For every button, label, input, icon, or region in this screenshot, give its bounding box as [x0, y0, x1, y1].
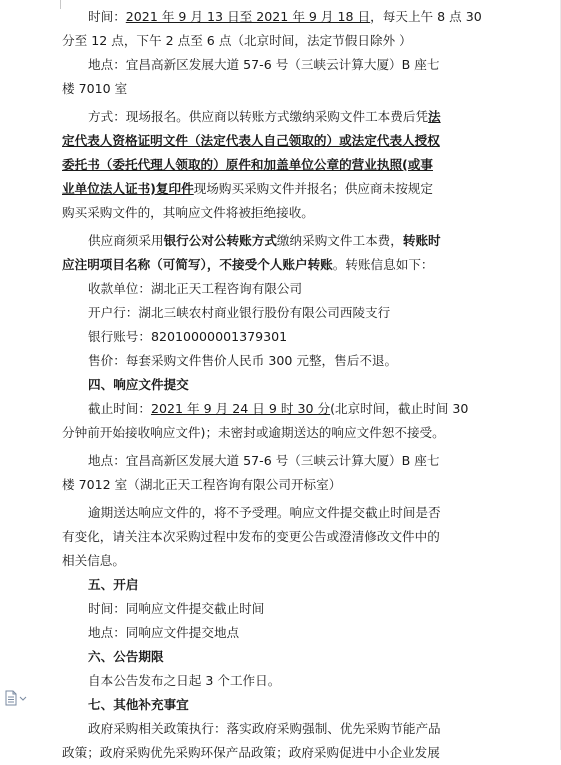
para-policy: 政府采购相关政策执行：落实政府采购强制、优先采购节能产品	[88, 721, 441, 736]
para-deadline: 截止时间：2021 年 9 月 24 日 9 时 30 分(北京时间，截止时间 30	[88, 401, 469, 416]
price: 售价：每套采购文件售价人民币 300 元整，售后不退。	[88, 353, 398, 368]
para-method-cont-2: 委托书（委托代理人领取的）原件和加盖单位公章的营业执照(或事	[62, 157, 433, 172]
payee: 收款单位：湖北正天工程咨询有限公司	[88, 281, 303, 296]
para-method: 方式：现场报名。供应商以转账方式缴纳采购文件工本费后凭法	[88, 109, 441, 124]
para-late-cont-2: 相关信息。	[62, 553, 125, 568]
document-body[interactable]	[62, 0, 514, 765]
para-transfer: 供应商须采用银行公对公转账方式缴纳采购文件工本费，转账时	[88, 233, 441, 248]
para-time-cont: 分至 12 点，下午 2 点至 6 点（北京时间，法定节假日除外 ）	[62, 33, 412, 48]
para-method-cont-4: 购买采购文件的，其响应文件将被拒绝接收。	[62, 205, 314, 220]
opening-time: 时间：同响应文件提交截止时间	[88, 601, 265, 616]
para-location: 地点：宜昌高新区发展大道 57-6 号（三峡云计算大厦）B 座七	[88, 57, 440, 72]
para-late-cont-1: 有变化，请关注本次采购过程中发布的变更公告或澄清修改文件中的	[62, 529, 440, 544]
announcement-period: 自本公告发布之日起 3 个工作日。	[88, 673, 281, 688]
document-icon[interactable]	[4, 690, 30, 706]
heading-opening: 五、开启	[88, 577, 139, 592]
para-transfer-cont: 应注明项目名称（可简写），不接受个人账户转账。转账信息如下：	[62, 257, 434, 272]
para-policy-cont: 政策；政府采购优先采购环保产品政策；政府采购促进中小企业发展	[62, 745, 440, 760]
para-submit-location: 地点：宜昌高新区发展大道 57-6 号（三峡云计算大厦）B 座七	[88, 453, 440, 468]
margin-mark	[50, 0, 61, 9]
heading-announcement-period: 六、公告期限	[88, 649, 164, 664]
heading-response-submission: 四、响应文件提交	[88, 377, 189, 392]
para-method-cont-1: 定代表人资格证明文件（法定代表人自己领取的）或法定代表人授权	[62, 133, 440, 148]
para-deadline-cont: 分钟前开始接收响应文件)；未密封或逾期送达的响应文件恕不接受。	[62, 425, 445, 440]
para-time: 时间：2021 年 9 月 13 日至 2021 年 9 月 18 日，每天上午 8 点 30	[88, 9, 482, 24]
bank: 开户行：湖北三峡农村商业银行股份有限公司西陵支行	[88, 305, 391, 320]
para-late: 逾期送达响应文件的，将不予受理。响应文件提交截止时间是否	[88, 505, 441, 520]
para-method-cont-3: 业单位法人证书)复印件现场购买采购文件并报名；供应商未按规定	[62, 181, 433, 196]
account-number: 银行账号：82010000001379301	[88, 329, 288, 344]
opening-location: 地点：同响应文件提交地点	[88, 625, 240, 640]
heading-other-matters: 七、其他补充事宜	[88, 697, 189, 712]
para-location-cont: 楼 7010 室	[62, 81, 128, 96]
para-submit-location-cont: 楼 7012 室（湖北正天工程咨询有限公司开标室）	[62, 477, 342, 492]
